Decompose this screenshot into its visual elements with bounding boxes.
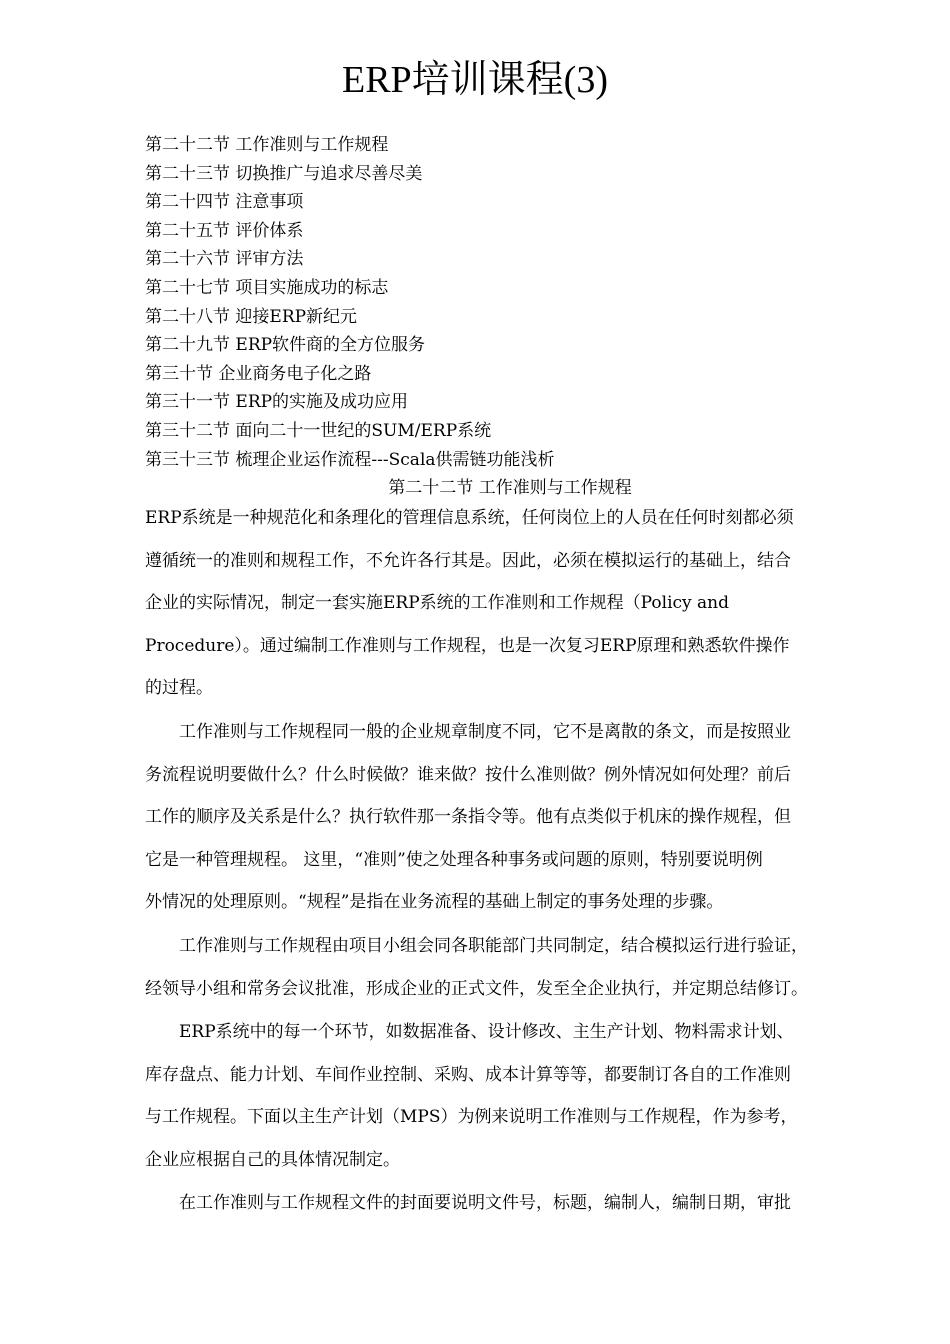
toc-item: 第三十三节 梳理企业运作流程---Scala供需链功能浅析 xyxy=(145,449,555,470)
toc-item: 第二十九节 ERP软件商的全方位服务 xyxy=(145,335,426,356)
paragraph-line: 经领导小组和常务会议批准，形成企业的正式文件，发至全企业执行，并定期总结修订。 xyxy=(145,978,808,999)
toc-item: 第二十四节 注意事项 xyxy=(145,192,304,213)
paragraph-line: 的过程。 xyxy=(145,678,213,699)
toc-item: 第二十六节 评审方法 xyxy=(145,249,304,270)
toc-item: 第三十节 企业商务电子化之路 xyxy=(145,363,372,384)
toc-item: 第二十七节 项目实施成功的标志 xyxy=(145,277,389,298)
paragraph-line: ERP系统中的每一个环节，如数据准备、设计修改、主生产计划、物料需求计划、 xyxy=(145,1022,794,1042)
paragraph-line: 务流程说明要做什么？什么时候做？谁来做？按什么准则做？例外情况如何处理？前后 xyxy=(145,764,791,785)
paragraph-line: 它是一种管理规程。 这里，“准则”使之处理各种事务或问题的原则，特别要说明例 xyxy=(145,849,763,870)
paragraph-line: 外情况的处理原则。“规程”是指在业务流程的基础上制定的事务处理的步骤。 xyxy=(145,892,724,913)
table-of-contents xyxy=(145,131,845,474)
paragraph xyxy=(145,711,880,924)
paragraph-line: 工作准则与工作规程同一般的企业规章制度不同，它不是离散的条文，而是按照业 xyxy=(145,722,791,742)
paragraph-line: 工作的顺序及关系是什么？执行软件那一条指令等。他有点类似于机床的操作规程，但 xyxy=(145,807,791,828)
toc-item: 第二十五节 评价体系 xyxy=(145,220,304,241)
toc-item: 第二十八节 迎接ERP新纪元 xyxy=(145,306,358,327)
paragraph-line: 企业的实际情况，制定一套实施ERP系统的工作准则和工作规程（Policy and xyxy=(145,593,730,614)
paragraph-line: 与工作规程。下面以主生产计划（MPS）为例来说明工作准则与工作规程，作为参考， xyxy=(145,1107,798,1128)
paragraph-line: 库存盘点、能力计划、车间作业控制、采购、成本计算等等，都要制订各自的工作准则 xyxy=(145,1064,791,1085)
paragraph xyxy=(145,1011,880,1181)
paragraph-line: ERP系统是一种规范化和条理化的管理信息系统，任何岗位上的人员在任何时刻都必须 xyxy=(145,508,794,528)
paragraph-line: 工作准则与工作规程由项目小组会同各职能部门共同制定，结合模拟运行进行验证， xyxy=(145,936,808,956)
toc-item: 第三十一节 ERP的实施及成功应用 xyxy=(145,392,409,413)
paragraph-line: 遵循统一的准则和规程工作，不允许各行其是。因此，必须在模拟运行的基础上，结合 xyxy=(145,550,791,571)
paragraph-line: 在工作准则与工作规程文件的封面要说明文件号，标题，编制人，编制日期，审批 xyxy=(145,1193,791,1213)
paragraph-line: 企业应根据自己的具体情况制定。 xyxy=(145,1149,400,1170)
toc-item: 第二十二节 工作准则与工作规程 xyxy=(145,135,389,155)
paragraph xyxy=(145,1182,880,1225)
paragraph xyxy=(145,497,880,710)
toc-item: 第二十三节 切换推广与追求尽善尽美 xyxy=(145,163,423,184)
document-title: ERP培训课程(3) xyxy=(341,59,608,101)
paragraph xyxy=(145,925,880,1010)
paragraph-line: Procedure）。通过编制工作准则与工作规程，也是一次复习ERP原理和熟悉软件操作 xyxy=(145,635,790,656)
section-heading: 第二十二节 工作准则与工作规程 xyxy=(388,478,632,498)
toc-item: 第三十二节 面向二十一世纪的SUM/ERP系统 xyxy=(145,420,492,441)
